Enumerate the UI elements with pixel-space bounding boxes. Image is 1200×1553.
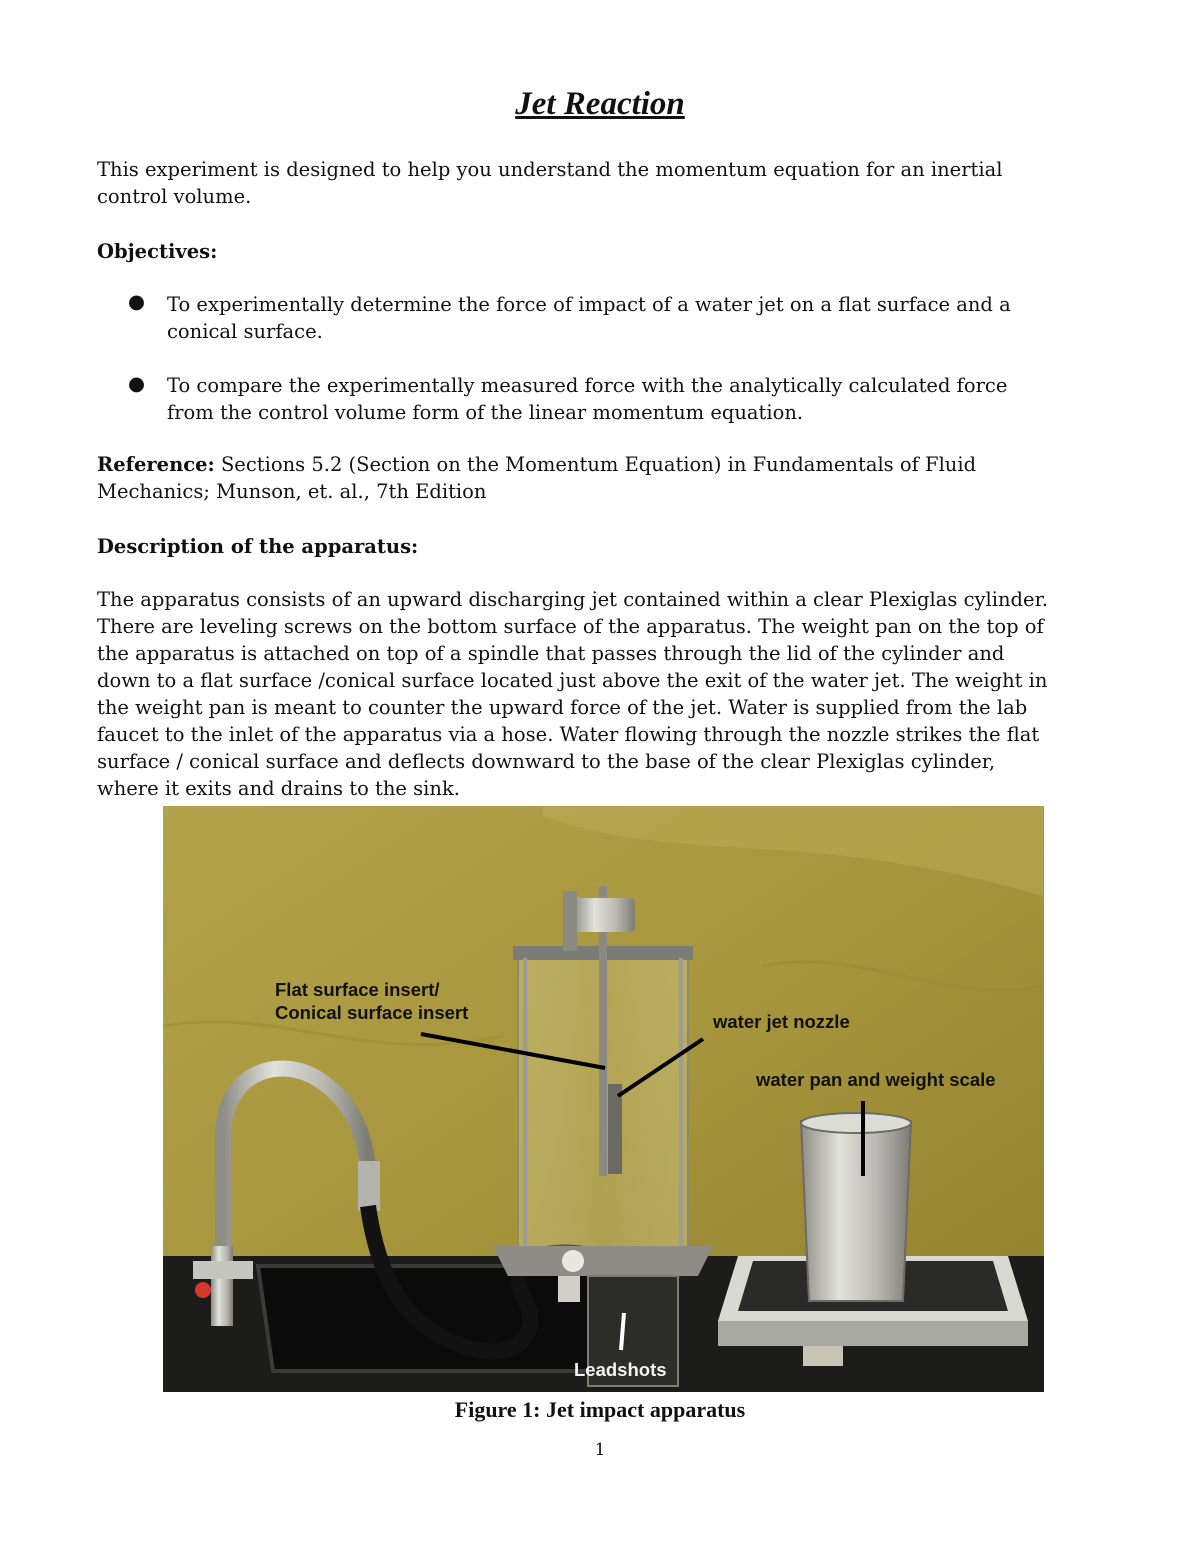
reference-paragraph — [97, 451, 1057, 505]
label-nozzle: water jet nozzle — [713, 1011, 850, 1032]
bullet-icon: ● — [128, 372, 146, 395]
objective-item: To compare the experimentally measured force with the analytically calculated force from the control volume form of the linear momentum equation. — [167, 374, 1008, 424]
description-paragraph: The apparatus consists of an upward discharging jet contained within a clear Plexiglas cylinder. There are leveling screws on the bottom surface of the apparatus. The weight pan on the top of the apparatus is attached on top of a spindle that passes through the lid of the cylinder and down to a flat surface /conical surface located just above the exit of the water jet. The weight in the weight pan is meant to counter the upward force of the jet. Water is supplied from the lab faucet to the inlet of the apparatus via a hose. Water flowing through the nozzle strikes the flat surface / conical surface and deflects downward to the base of the clear Plexiglas cylinder, where it exits and drains to the sink. — [97, 588, 1048, 800]
reference-label: Reference: — [97, 453, 215, 476]
description-heading: Description of the apparatus: — [97, 535, 419, 558]
objectives-heading: Objectives: — [97, 240, 218, 263]
intro-paragraph: This experiment is designed to help you understand the momentum equation for an inertial control volume. — [97, 158, 1003, 208]
label-leadshots: Leadshots — [574, 1359, 667, 1380]
bullet-icon: ● — [128, 290, 146, 313]
label-insert-line1: Flat surface insert/ — [275, 979, 440, 1000]
label-pan: water pan and weight scale — [756, 1069, 996, 1090]
document-title: Jet Reaction — [515, 86, 685, 122]
page-number: 1 — [594, 1440, 606, 1460]
label-insert-line2: Conical surface insert — [275, 1002, 469, 1023]
reference-text: Sections 5.2 (Section on the Momentum Equation) in Fundamentals of Fluid Mechanics; Munson, et. al., 7th Edition — [97, 453, 977, 503]
figure-caption: Figure 1: Jet impact apparatus — [454, 1397, 746, 1422]
apparatus-illustration — [163, 806, 1044, 1392]
apparatus-photo — [163, 806, 1044, 1392]
objective-item: To experimentally determine the force of impact of a water jet on a flat surface and a conical surface. — [167, 293, 1011, 343]
